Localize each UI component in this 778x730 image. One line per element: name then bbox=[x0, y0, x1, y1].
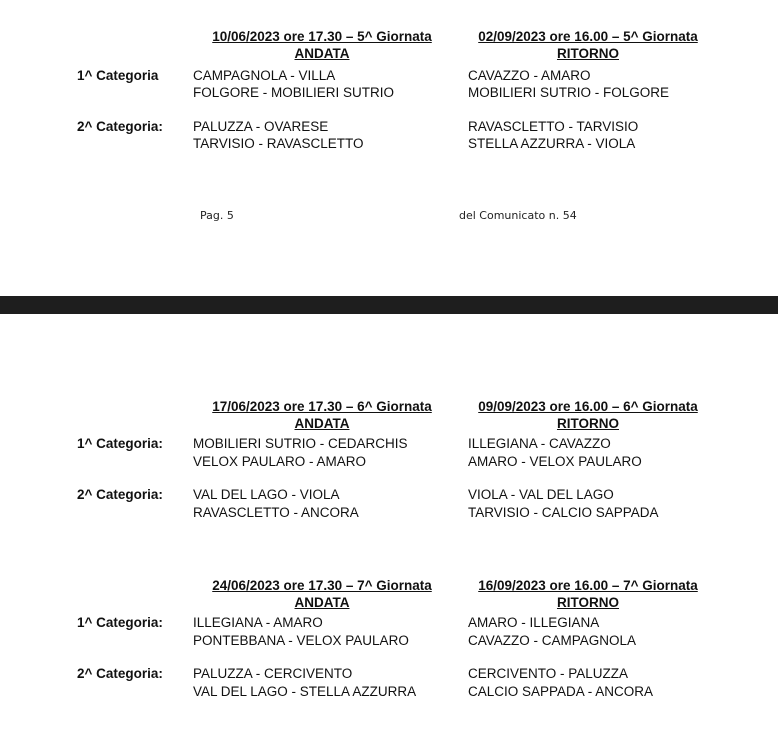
match-andata: VELOX PAULARO - AMARO bbox=[193, 454, 367, 469]
round-block-6 bbox=[0, 399, 778, 529]
ritorno-date-header: 09/09/2023 ore 16.00 – 6^ Giornata bbox=[478, 399, 698, 414]
ritorno-date-header: 16/09/2023 ore 16.00 – 7^ Giornata bbox=[478, 578, 698, 593]
match-ritorno: ILLEGIANA - CAVAZZO bbox=[468, 436, 611, 451]
match-ritorno: CAVAZZO - AMARO bbox=[468, 68, 591, 83]
category-2-label: 2^ Categoria: bbox=[77, 119, 163, 134]
match-andata: VAL DEL LAGO - VIOLA bbox=[193, 487, 340, 502]
round-block-7 bbox=[0, 578, 778, 708]
match-ritorno: RAVASCLETTO - TARVISIO bbox=[468, 119, 639, 134]
ritorno-label: RITORNO bbox=[556, 595, 619, 610]
match-ritorno: AMARO - VELOX PAULARO bbox=[468, 454, 642, 469]
match-ritorno: STELLA AZZURRA - VIOLA bbox=[468, 136, 636, 151]
ritorno-date-header: 02/09/2023 ore 16.00 – 5^ Giornata bbox=[478, 29, 698, 44]
match-ritorno: CAVAZZO - CAMPAGNOLA bbox=[468, 633, 637, 648]
andata-label: ANDATA bbox=[294, 595, 350, 610]
match-andata: MOBILIERI SUTRIO - CEDARCHIS bbox=[193, 436, 408, 451]
match-ritorno: TARVISIO - CALCIO SAPPADA bbox=[468, 505, 659, 520]
ritorno-label: RITORNO bbox=[556, 46, 619, 61]
category-1-label: 1^ Categoria: bbox=[77, 436, 163, 451]
match-andata: FOLGORE - MOBILIERI SUTRIO bbox=[193, 85, 395, 100]
match-andata: ILLEGIANA - AMARO bbox=[193, 615, 323, 630]
page-number: Pag. 5 bbox=[200, 209, 234, 222]
match-andata: CAMPAGNOLA - VILLA bbox=[193, 68, 336, 83]
match-andata: PALUZZA - OVARESE bbox=[193, 119, 329, 134]
match-andata: TARVISIO - RAVASCLETTO bbox=[193, 136, 364, 151]
ritorno-label: RITORNO bbox=[556, 416, 619, 431]
match-ritorno: MOBILIERI SUTRIO - FOLGORE bbox=[468, 85, 670, 100]
category-1-label: 1^ Categoria: bbox=[77, 615, 163, 630]
match-ritorno: CERCIVENTO - PALUZZA bbox=[468, 666, 629, 681]
andata-label: ANDATA bbox=[294, 416, 350, 431]
andata-date-header: 24/06/2023 ore 17.30 – 7^ Giornata bbox=[212, 578, 432, 593]
match-ritorno: VIOLA - VAL DEL LAGO bbox=[468, 487, 614, 502]
document-page-top bbox=[0, 0, 778, 296]
page-divider bbox=[0, 296, 778, 314]
match-andata: RAVASCLETTO - ANCORA bbox=[193, 505, 359, 520]
match-ritorno: CALCIO SAPPADA - ANCORA bbox=[468, 684, 654, 699]
category-1-label: 1^ Categoria bbox=[77, 68, 159, 83]
andata-label: ANDATA bbox=[294, 46, 350, 61]
match-andata: PALUZZA - CERCIVENTO bbox=[193, 666, 353, 681]
category-2-label: 2^ Categoria: bbox=[77, 666, 163, 681]
category-2-label: 2^ Categoria: bbox=[77, 487, 163, 502]
andata-date-header: 17/06/2023 ore 17.30 – 6^ Giornata bbox=[212, 399, 432, 414]
match-andata: VAL DEL LAGO - STELLA AZZURRA bbox=[193, 684, 417, 699]
andata-date-header: 10/06/2023 ore 17.30 – 5^ Giornata bbox=[212, 29, 432, 44]
match-andata: PONTEBBANA - VELOX PAULARO bbox=[193, 633, 409, 648]
match-ritorno: AMARO - ILLEGIANA bbox=[468, 615, 600, 630]
comunicato-number: del Comunicato n. 54 bbox=[459, 209, 577, 222]
document-page-bottom bbox=[0, 314, 778, 730]
round-block-5 bbox=[0, 29, 778, 159]
